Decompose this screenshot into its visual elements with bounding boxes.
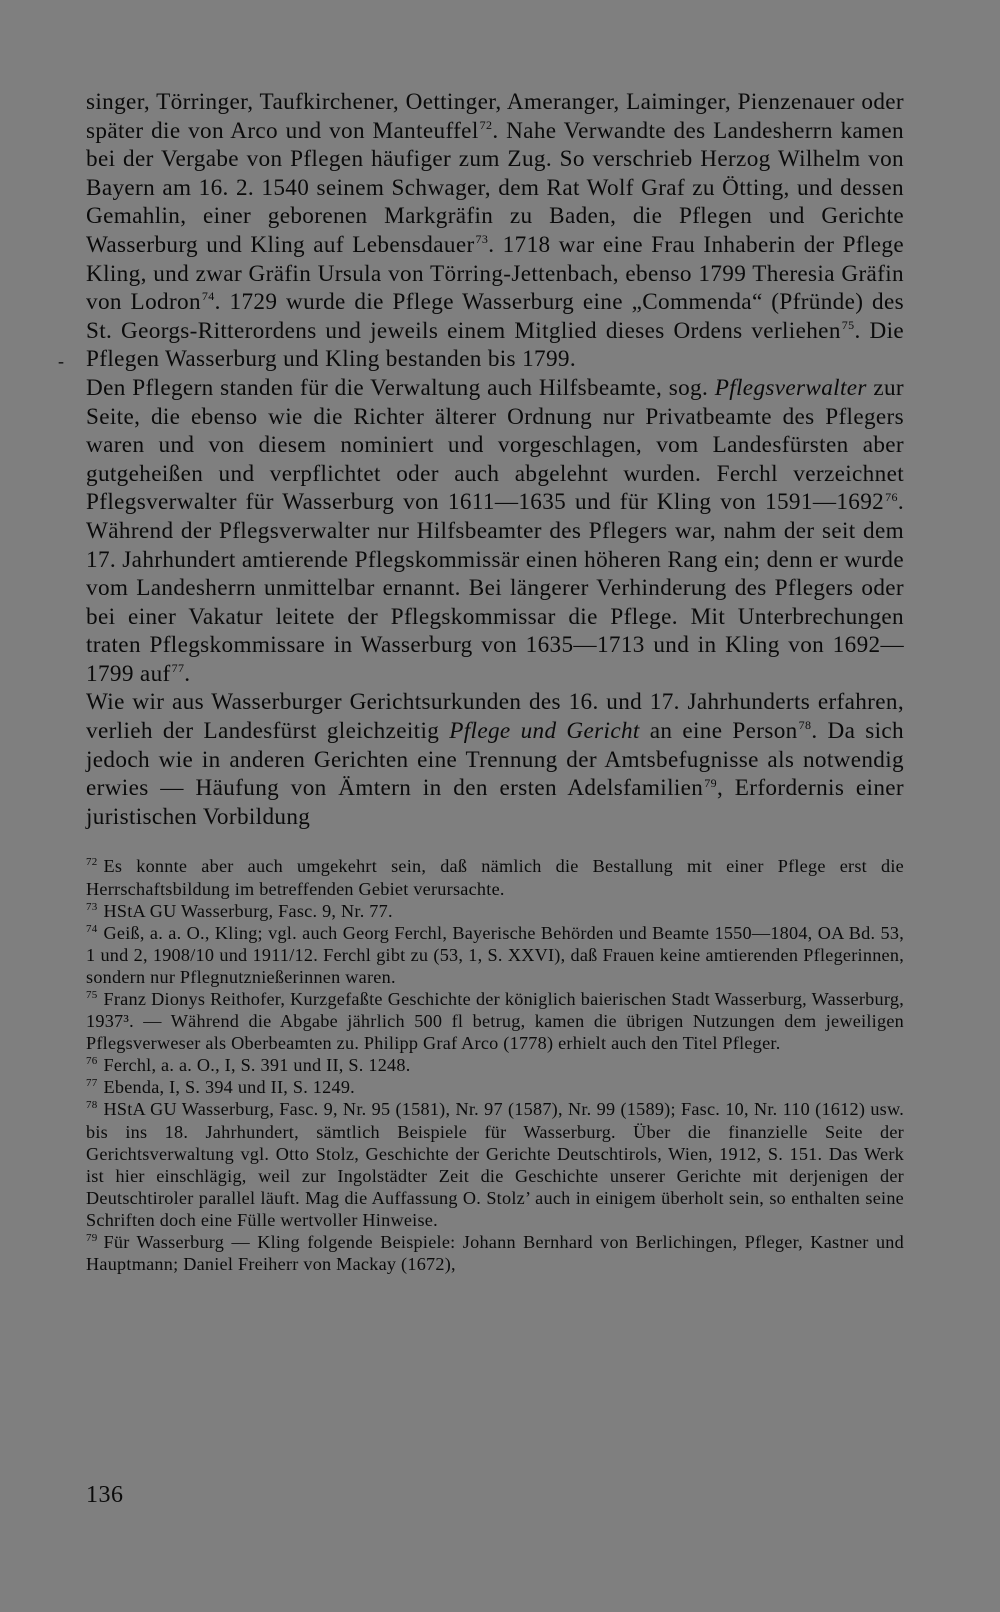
paragraph-text: . 1718 war eine Frau Inhaberin der Pflege Kling, und zwar Gräfin Ursula von Törring-Jettenbach, ebenso 1799 Theresia Gräfin von Lodron [86,231,904,316]
footnote-number: 75 [86,988,98,1001]
footnote-reference-79[interactable]: 79 [704,775,717,790]
footnote-number: 76 [86,1055,98,1068]
footnote-reference-77[interactable]: 77 [171,661,185,676]
footnote-text: Geiß, a. a. O., Kling; vgl. auch Georg Ferchl, Bayerische Behörden und Beamte 1550—1804, OA Bd. 53, 1 und 2, 1908/10 und 1911/12. Ferchl gibt zu (53, 1, S. XXVI), daß Frauen keine amtierenden Pflegerinnen, sondern nur Pflegnutznießerinnen waren. [86,922,904,987]
footnote-72 [86,855,904,899]
footnote-reference-75[interactable]: 75 [841,318,855,333]
footnote-78 [86,1098,904,1231]
paragraph-3 [86,688,904,831]
footnote-reference-78[interactable]: 78 [798,718,812,733]
footnote-73 [86,900,904,922]
footnote-text: Ferchl, a. a. O., I, S. 391 und II, S. 1248. [103,1055,411,1076]
paragraph-1 [86,88,904,374]
footnote-text: Franz Dionys Reithofer, Kurzgefaßte Geschichte der königlich baierischen Stadt Wasserburg, Wasserburg, 1937³. — Während die Abgabe jährlich 500 fl betrug, kamen die übrigen Nutzungen dem jeweiligen Pflegsverweser als Oberbeamten zu. Philipp Graf Arco (1778) erhielt auch den Titel Pfleger. [86,989,904,1054]
footnote-number: 72 [86,856,98,869]
paragraph-text: . Da sich jedoch wie in anderen Gerichten eine Trennung der Amtsbefugnisse als notwendig erwies — Häufung von Ämtern in den ersten Adelsfamilien [86,718,904,802]
paragraph-text: , Erfordernis einer juristischen Vorbildung [86,775,904,830]
paragraph-text: Wie wir aus Wasserburger Gerichtsurkunden des 16. und 17. Jahrhunderts erfahren, verlieh der Landesfürst gleichzeitig [86,689,904,745]
italic-term-pflege-und-gericht: Pflege und Gericht [449,718,640,745]
paragraph-text: Den Pflegern standen für die Verwaltung auch Hilfsbeamte, sog. [86,374,715,401]
footnote-76 [86,1054,904,1076]
footnote-79 [86,1231,904,1275]
footnote-number: 74 [86,922,98,935]
paragraph-text: . Die Pflegen Wasserburg und Kling bestanden bis 1799. [86,317,905,373]
footnotes-section [86,855,904,1275]
paragraph-text: . Während der Pflegsverwalter nur Hilfsbeamter des Pflegers war, nahm der seit dem 17. Jahrhundert amtierende Pflegskommissär einen höheren Rang ein; denn er wurde vom Landesherrn unmittelbar ernannt. Bei längerer Verhinderung des Pflegers oder bei einer Vakatur leitete der Pflegskommissar die Pflege. Mit Unterbrechungen traten Pflegskommissare in Wasserburg von 1635—1713 und in Kling von 1692—1799 auf [86,489,904,687]
footnote-reference-74[interactable]: 74 [201,289,215,304]
main-text [86,88,904,831]
paragraph-text: an eine Person [639,718,798,745]
paragraph-text: zur Seite, die ebenso wie die Richter älterer Ordnung nur Privatbeamte des Pflegers waren und von diesem nominiert und vorgeschlagen, vom Landesfürsten aber gutgeheißen und verpflichtet oder auch abgelehnt wurden. Ferchl verzeichnet Pflegsverwalter für Wasserburg von 1611—1635 und für Kling von 1591—1692 [86,374,904,516]
footnote-75 [86,988,904,1054]
margin-mark: - [58,351,64,371]
footnote-reference-76[interactable]: 76 [885,489,898,504]
footnote-text: HStA GU Wasserburg, Fasc. 9, Nr. 77. [103,900,393,921]
paragraph-text: singer, Törringer, Taufkirchener, Oettinger, Ameranger, Laiminger, Pienzenauer oder später die von Arco und von Manteuffel [86,89,904,144]
footnote-number: 77 [86,1077,98,1090]
footnote-reference-72[interactable]: 72 [479,117,493,132]
footnote-77 [86,1076,904,1098]
footnote-reference-73[interactable]: 73 [475,232,489,247]
page-number: 136 [86,1482,124,1508]
paragraph-2 [86,374,904,689]
footnote-number: 78 [86,1099,98,1112]
paragraph-text: . Nahe Verwandte des Landesherrn kamen bei der Vergabe von Pflegen häufiger zum Zug. So verschrieb Herzog Wilhelm von Bayern am 16. 2. 1540 seinem Schwager, dem Rat Wolf Graf zu Ötting, und dessen Gemahlin, einer geborenen Markgräfin zu Baden, die Pflegen und Gerichte Wasserburg und Kling auf Lebensdauer [86,117,904,258]
footnote-text: Für Wasserburg — Kling folgende Beispiele: Johann Bernhard von Berlichingen, Pfleger, Kastner und Hauptmann; Daniel Freiherr von Mackay (1672), [86,1232,904,1275]
footnote-number: 79 [86,1231,98,1244]
paragraph-text: . 1729 wurde die Pflege Wasserburg eine „Commenda“ (Pfründe) des St. Georgs-Ritterordens und jeweils einem Mitglied dieses Ordens verliehen [86,289,904,344]
footnote-number: 73 [86,900,98,913]
paragraph-text: . [184,660,191,687]
footnote-text: Es konnte aber auch umgekehrt sein, daß nämlich die Bestallung mit einer Pflege erst die Herrschaftsbildung im betreffenden Gebiet verursachte. [86,856,904,899]
footnote-74 [86,922,904,988]
italic-term-pflegsverwalter: Pflegsverwalter [714,374,867,401]
footnote-text: Ebenda, I, S. 394 und II, S. 1249. [103,1077,355,1098]
footnote-text: HStA GU Wasserburg, Fasc. 9, Nr. 95 (1581), Nr. 97 (1587), Nr. 99 (1589); Fasc. 10, Nr. 110 (1612) usw. bis ins 18. Jahrhundert, sämtlich Beispiele für Wasserburg. Über die finanzielle Seite der Gerichtsverwaltung vgl. Otto Stolz, Geschichte der Gerichte Deutschtirols, Wien, 1912, S. 151. Das Werk ist hier einschlägig, weil zur Ingolstädter Zeit die Geschichte unserer Gerichte mit derjenigen der Deutschtiroler parallel läuft. Mag die Auffassung O. Stolz’ auch in einigem überholt sein, so enthalten seine Schriften doch eine Fülle wertvoller Hinweise. [86,1099,904,1230]
